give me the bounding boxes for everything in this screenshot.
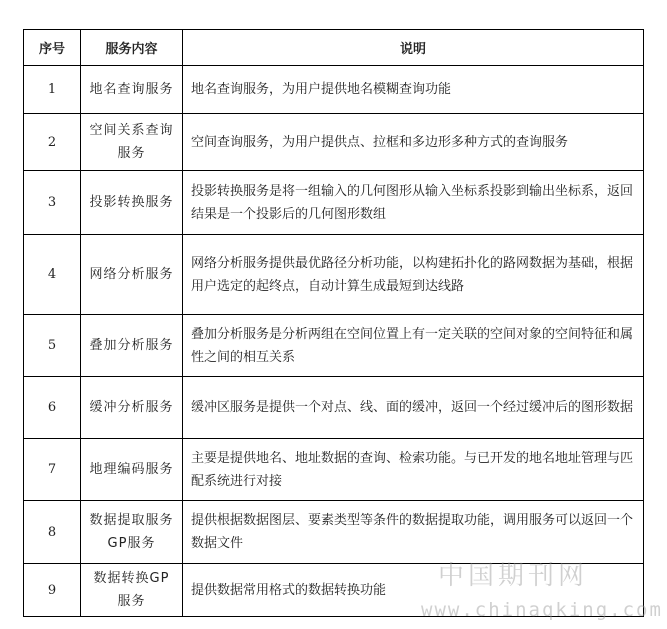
row-number: 1 [24, 66, 81, 114]
watermark-url: www.chinaqking.com [421, 599, 663, 621]
table-row [24, 114, 644, 171]
service-description: 地名查询服务，为用户提供地名模糊查询功能 [183, 66, 644, 114]
service-description: 提供根据数据图层、要素类型等条件的数据提取功能，调用服务可以返回一个数据文件 [183, 501, 644, 564]
service-name: 地理编码服务 [81, 439, 183, 501]
table-row [24, 439, 644, 501]
service-description: 叠加分析服务是分析两组在空间位置上有一定关联的空间对象的空间特征和属性之间的相互关系 [183, 315, 644, 377]
header-row [24, 30, 644, 66]
service-name: 叠加分析服务 [81, 315, 183, 377]
service-name: 数据转换GP服务 [81, 564, 183, 617]
service-name: 空间关系查询服务 [81, 114, 183, 171]
header-no: 序号 [24, 30, 81, 66]
table-row [24, 66, 644, 114]
row-number: 7 [24, 439, 81, 501]
service-name: 地名查询服务 [81, 66, 183, 114]
service-name: 数据提取服务GP服务 [81, 501, 183, 564]
service-name: 投影转换服务 [81, 171, 183, 235]
table-header [24, 30, 644, 66]
table-row [24, 315, 644, 377]
service-name: 网络分析服务 [81, 235, 183, 315]
table-row [24, 235, 644, 315]
row-number: 6 [24, 377, 81, 439]
table-row [24, 377, 644, 439]
service-description: 主要是提供地名、地址数据的查询、检索功能。与已开发的地名地址管理与匹配系统进行对接 [183, 439, 644, 501]
service-description: 缓冲区服务是提供一个对点、线、面的缓冲，返回一个经过缓冲后的图形数据 [183, 377, 644, 439]
row-number: 9 [24, 564, 81, 617]
table-row [24, 171, 644, 235]
service-name: 缓冲分析服务 [81, 377, 183, 439]
service-description: 网络分析服务提供最优路径分析功能，以构建拓扑化的路网数据为基础，根据用户选定的起终点，自动计算生成最短到达线路 [183, 235, 644, 315]
row-number: 4 [24, 235, 81, 315]
service-table [23, 29, 644, 617]
service-description: 空间查询服务，为用户提供点、拉框和多边形多种方式的查询服务 [183, 114, 644, 171]
watermark-site-name: 中国期刊网 [438, 561, 589, 591]
service-description: 提供数据常用格式的数据转换功能 [183, 564, 644, 617]
service-description: 投影转换服务是将一组输入的几何图形从输入坐标系投影到输出坐标系，返回结果是一个投影后的几何图形数组 [183, 171, 644, 235]
header-service: 服务内容 [81, 30, 183, 66]
row-number: 8 [24, 501, 81, 564]
table-body [24, 66, 644, 617]
header-desc: 说明 [183, 30, 644, 66]
row-number: 3 [24, 171, 81, 235]
row-number: 5 [24, 315, 81, 377]
row-number: 2 [24, 114, 81, 171]
